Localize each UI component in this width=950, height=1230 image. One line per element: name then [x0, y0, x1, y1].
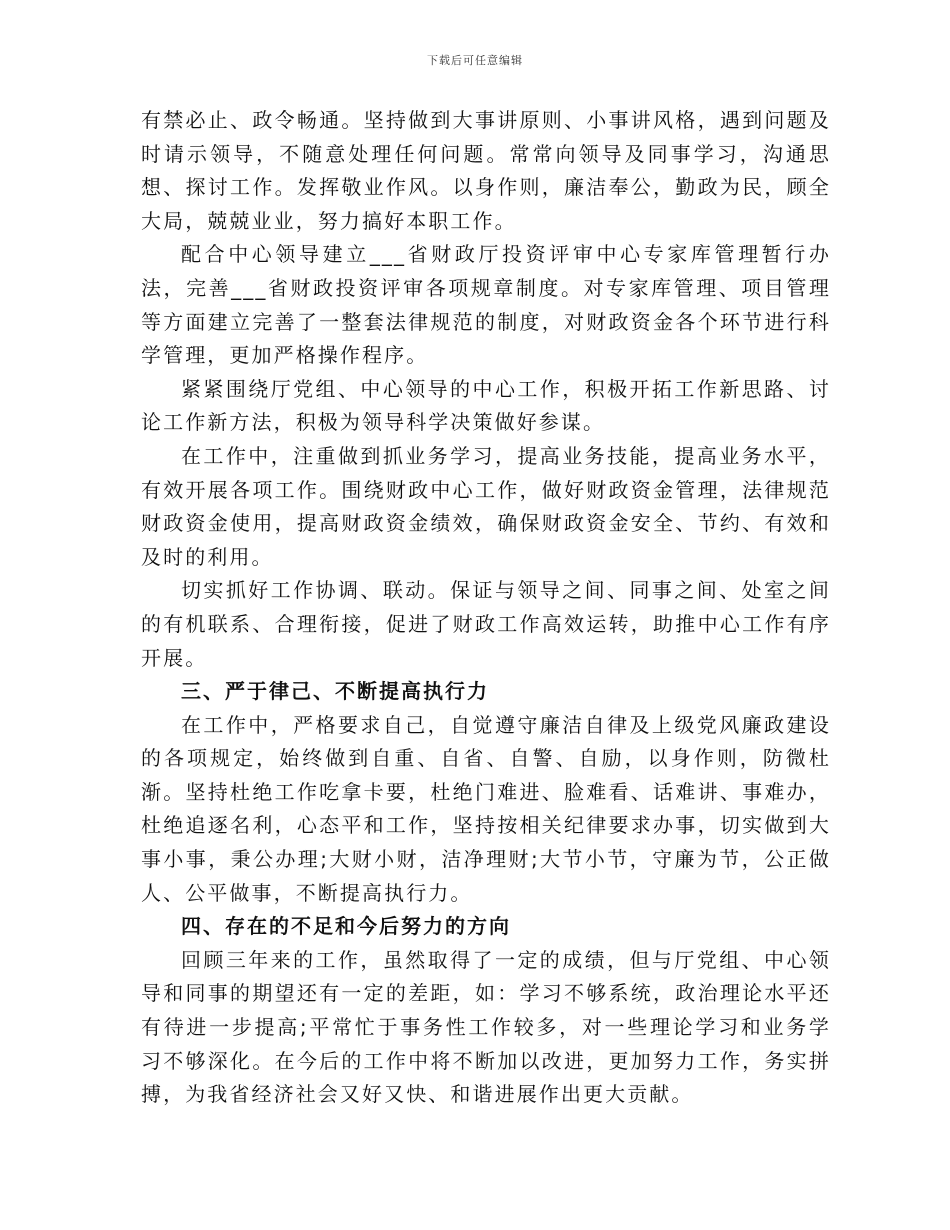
page-header: 下载后可任意编辑 — [427, 54, 523, 67]
section-heading-4: 四、存在的不足和今后努力的方向 — [181, 914, 511, 939]
paragraph-7: 回顾三年来的工作，虽然取得了一定的成绩，但与厅党组、中心领导和同事的期望还有一定的差距，如：学习不够系统，政治理论水平还有待进一步提高;平常忙于事务性工作较多，对一些理论学习和业务学习不够深化。在今后的工作中将不断加以改进，更加努力工作，务实拼搏，为我省经济社会又好又快、和谐进展作出更大贡献。 — [141, 947, 831, 1107]
paragraph-5: 切实抓好工作协调、联动。保证与领导之间、同事之间、处室之间的有机联系、合理衔接，促进了财政工作高效运转，助推中心工作有序开展。 — [141, 578, 831, 670]
paragraph-6: 在工作中，严格要求自己，自觉遵守廉洁自律及上级党风廉政建设的各项规定，始终做到自重、自省、自警、自励，以身作则，防微杜渐。坚持杜绝工作吃拿卡要，杜绝门难进、脸难看、话难讲、事难办，杜绝追逐名利，心态平和工作，坚持按相关纪律要求办事，切实做到大事小事，秉公办理;大财小财，洁净理财;大节小节，守廉为节，公正做人、公平做事，不断提高执行力。 — [141, 712, 831, 905]
paragraph-4: 在工作中，注重做到抓业务学习，提高业务技能，提高业务水平，有效开展各项工作。围绕财政中心工作，做好财政资金管理，法律规范财政资金使用，提高财政资金绩效，确保财政资金安全、节约、有效和及时的利用。 — [141, 443, 831, 569]
paragraph-3: 紧紧围绕厅党组、中心领导的中心工作，积极开拓工作新思路、讨论工作新方法，积极为领导科学决策做好参谋。 — [141, 376, 831, 435]
paragraph-1: 有禁必止、政令畅通。坚持做到大事讲原则、小事讲风格，遇到问题及时请示领导，不随意处理任何问题。常常向领导及同事学习，沟通思想、探讨工作。发挥敬业作风。以身作则，廉洁奉公，勤政为民，顾全大局，兢兢业业，努力搞好本职工作。 — [141, 108, 831, 233]
paragraph-2: 配合中心领导建立___省财政厅投资评审中心专家库管理暂行办法，完善___省财政投资评审各项规章制度。对专家库管理、项目管理等方面建立完善了一整套法律规范的制度，对财政资金各个环节进行科学管理，更加严格操作程序。 — [141, 242, 831, 368]
section-heading-3: 三、严于律己、不断提高执行力 — [181, 679, 489, 704]
document-body — [141, 104, 831, 1112]
